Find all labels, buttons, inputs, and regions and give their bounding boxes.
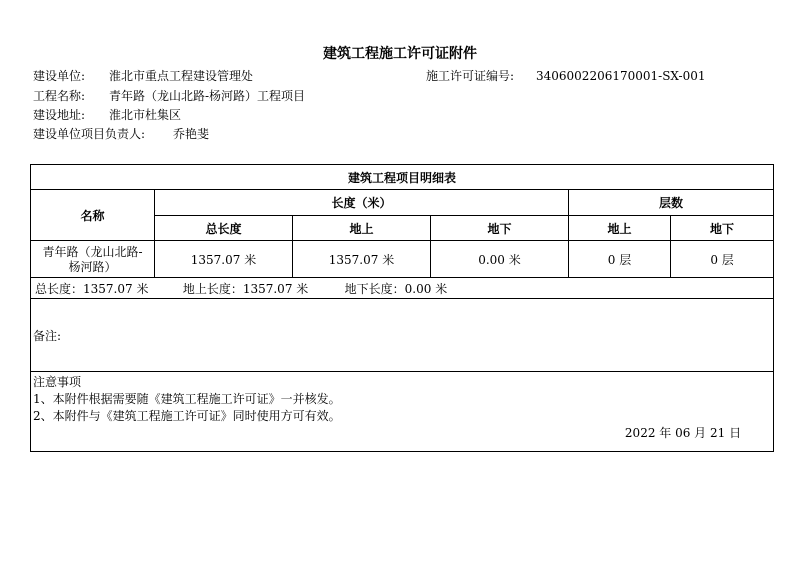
row-above-length: 1357.07 米 [293, 241, 431, 278]
header-total-length: 总长度 [155, 216, 293, 241]
row-floors-above: 0 层 [569, 241, 671, 278]
header-below-length: 地下 [431, 216, 569, 241]
construction-address-row [33, 108, 182, 122]
header-floors: 层数 [569, 190, 774, 216]
summary-below-length: 地下长度：0.00 米 [344, 281, 448, 296]
header-above-length: 地上 [293, 216, 431, 241]
table-row [31, 241, 774, 278]
construction-unit-row [33, 69, 254, 83]
project-leader-label: 建设单位项目负责人: [33, 127, 146, 141]
construction-unit-value: 淮北市重点工程建设管理处 [109, 69, 254, 83]
project-name-row [33, 89, 306, 103]
row-name-line2: 杨河路） [68, 260, 117, 274]
length-summary [31, 278, 774, 299]
construction-address-label: 建设地址: [33, 108, 86, 122]
header-floors-below: 地下 [671, 216, 774, 241]
table-caption: 建筑工程项目明细表 [31, 165, 774, 190]
notes-title: 注意事项 [33, 375, 82, 389]
header-length: 长度（米） [155, 190, 569, 216]
row-name-line1: 青年路（龙山北路- [42, 245, 143, 259]
summary-total-length: 总长度：1357.07 米 [35, 281, 149, 296]
notes-cell [31, 372, 774, 452]
project-name-value: 青年路（龙山北路-杨河路）工程项目 [109, 89, 306, 103]
remarks-cell [31, 299, 774, 372]
row-name-cell [31, 241, 155, 278]
project-leader-value: 乔艳斐 [173, 127, 210, 141]
row-floors-below: 0 层 [671, 241, 774, 278]
notes-block [33, 374, 773, 442]
construction-address-value: 淮北市杜集区 [109, 108, 182, 122]
permit-number-label: 施工许可证编号: [426, 69, 515, 83]
note-item-2: 2、本附件与《建筑工程施工许可证》同时使用方可有效。 [33, 409, 341, 423]
note-item-1: 1、本附件根据需要随《建筑工程施工许可证》一并核发。 [33, 392, 341, 406]
project-name-label: 工程名称: [33, 89, 86, 103]
row-below-length: 0.00 米 [431, 241, 569, 278]
project-detail-table [30, 164, 774, 452]
row-total-length: 1357.07 米 [155, 241, 293, 278]
header-name: 名称 [31, 190, 155, 241]
summary-above-length: 地上长度：1357.07 米 [182, 281, 309, 296]
document-title: 建筑工程施工许可证附件 [323, 46, 477, 62]
header-floors-above: 地上 [569, 216, 671, 241]
project-leader-row [33, 127, 210, 141]
remarks-label: 备注: [33, 328, 62, 343]
permit-number-row [426, 69, 706, 83]
permit-number-value: 3406002206170001-SX-001 [536, 69, 706, 83]
issue-date: 2022 年 06 月 21 日 [624, 426, 742, 440]
construction-unit-label: 建设单位: [33, 69, 86, 83]
